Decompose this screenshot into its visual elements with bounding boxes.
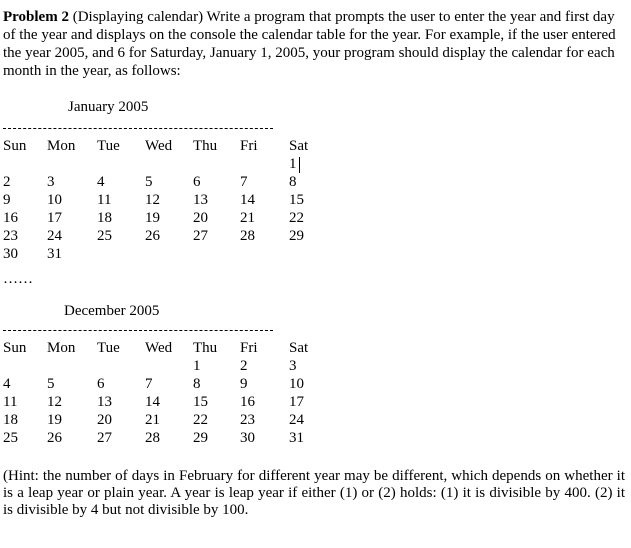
day-cell: 4 [97,174,105,190]
day-cell: 17 [47,210,62,226]
day-cell: 20 [193,210,208,226]
day-cell: 20 [97,412,112,428]
problem-label: Problem 2 [3,9,69,25]
day-cell: 4 [3,376,11,392]
calendar-title: December 2005 [64,303,160,319]
day-cell: 26 [47,430,62,446]
day-cell: 5 [145,174,153,190]
day-cell: 11 [97,192,112,208]
dashed-divider [3,128,273,129]
day-cell: 14 [145,394,160,410]
weekday-header: Wed [145,340,173,356]
day-cell: 30 [3,246,18,262]
weekday-header: Mon [47,340,76,356]
day-cell: 26 [145,228,160,244]
day-cell: 18 [3,412,18,428]
weekday-header: Sat [289,340,309,356]
day-cell: 23 [240,412,255,428]
day-cell: 22 [289,210,304,226]
day-cell: 12 [145,192,160,208]
weekday-header: Sun [3,138,27,154]
weekday-header: Thu [193,138,218,154]
continuation-dots: …… [3,271,33,287]
day-cell: 17 [289,394,304,410]
day-cell: 8 [193,376,201,392]
day-cell: 6 [193,174,201,190]
day-cell: 1 [289,156,297,172]
day-cell: 23 [3,228,18,244]
day-cell: 21 [240,210,255,226]
weekday-header: Fri [240,340,258,356]
weekday-header: Tue [97,138,120,154]
day-cell: 31 [289,430,304,446]
day-cell: 16 [240,394,255,410]
day-cell: 29 [193,430,208,446]
day-cell: 2 [3,174,11,190]
day-cell: 2 [240,358,248,374]
weekday-header: Mon [47,138,76,154]
weekday-header: Tue [97,340,120,356]
day-cell: 15 [289,192,304,208]
day-cell: 24 [289,412,304,428]
day-cell: 25 [3,430,18,446]
day-cell: 30 [240,430,255,446]
day-cell: 19 [145,210,160,226]
problem-text: (Displaying calendar) Write a program that prompts the user to enter the year and first day of the year and displays on the console the calendar table for the year. For example, if the user entered the year 2005, and 6 for Saturday, January 1, 2005, your program should display the calendar for each month in the year, as follows: [3,9,616,79]
text-cursor [299,157,300,173]
weekday-header: Thu [193,340,218,356]
hint-text: (Hint: the number of days in February for different year may be different, which depends on whether it is a leap year or plain year. A year is leap year if either (1) or (2) holds: (1) it is divisible by 400. (2) it is divisible by 4 but not divisible by 100. [3,468,625,518]
day-cell: 10 [289,376,304,392]
day-cell: 13 [97,394,112,410]
day-cell: 10 [47,192,62,208]
weekday-header: Sat [289,138,309,154]
day-cell: 6 [97,376,105,392]
day-cell: 13 [193,192,208,208]
day-cell: 19 [47,412,62,428]
weekday-header: Wed [145,138,173,154]
day-cell: 28 [145,430,160,446]
day-cell: 5 [47,376,55,392]
day-cell: 27 [193,228,208,244]
day-cell: 3 [289,358,297,374]
day-cell: 16 [3,210,18,226]
calendar-title: January 2005 [68,99,149,115]
day-cell: 3 [47,174,55,190]
day-cell: 22 [193,412,208,428]
weekday-header: Sun [3,340,27,356]
day-cell: 31 [47,246,62,262]
day-cell: 12 [47,394,62,410]
day-cell: 9 [3,192,11,208]
day-cell: 1 [193,358,201,374]
day-cell: 7 [240,174,248,190]
day-cell: 28 [240,228,255,244]
day-cell: 9 [240,376,248,392]
weekday-header: Fri [240,138,258,154]
day-cell: 24 [47,228,62,244]
day-cell: 14 [240,192,255,208]
day-cell: 29 [289,228,304,244]
day-cell: 15 [193,394,208,410]
day-cell: 11 [3,394,18,410]
day-cell: 8 [289,174,297,190]
dashed-divider [3,330,273,331]
day-cell: 27 [97,430,112,446]
day-cell: 21 [145,412,160,428]
day-cell: 25 [97,228,112,244]
day-cell: 18 [97,210,112,226]
day-cell: 7 [145,376,153,392]
problem-statement [3,8,625,80]
